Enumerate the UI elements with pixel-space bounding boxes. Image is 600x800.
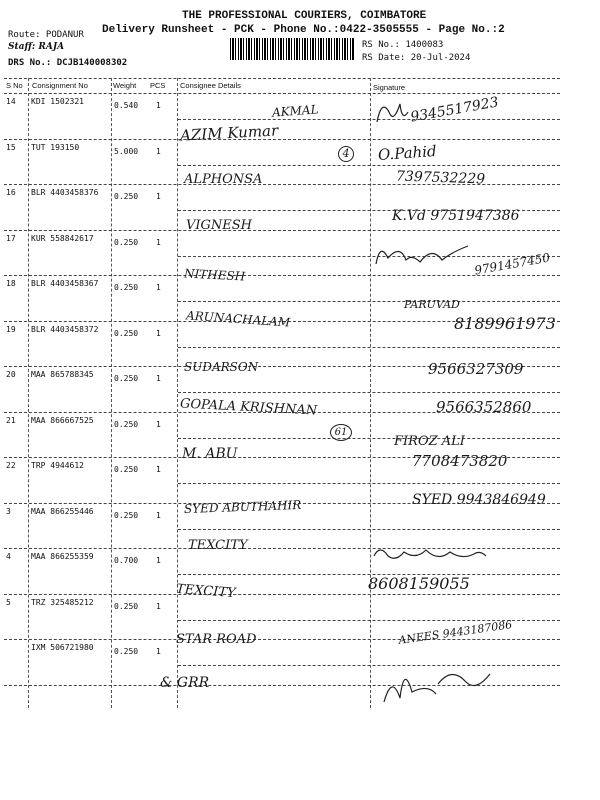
handwritten-signature: 8189961973 (454, 314, 556, 333)
row-consignment-no: BLR 4403458367 (31, 279, 99, 288)
staff-label: Staff: RAJA (8, 42, 65, 52)
row-separator (4, 230, 560, 231)
handwritten-consignee: TEXCITY (175, 581, 236, 602)
row-weight: 0.250 (114, 237, 139, 247)
row-pcs: 1 (156, 419, 161, 429)
document-title: THE PROFESSIONAL COURIERS, COIMBATORE (182, 10, 427, 22)
row-sno: 5 (6, 597, 11, 607)
row-consignment-no: MAA 866667525 (31, 415, 94, 425)
handwritten-signature: 9566352860 (436, 398, 532, 416)
handwritten-signature: O.Pahid (377, 141, 438, 165)
row-pcs: 1 (156, 374, 161, 383)
row-sno: 15 (6, 142, 16, 152)
handwritten-signature: FIROZ ALI (394, 434, 465, 449)
consignee-line (178, 438, 560, 439)
row-pcs: 1 (156, 237, 161, 247)
handwritten-consignee: AZIM Kumar (179, 121, 279, 145)
consignee-line (178, 165, 560, 166)
row-weight: 0.250 (114, 192, 139, 201)
consignee-line (178, 665, 560, 666)
row-sno: 20 (6, 370, 16, 379)
handwritten-signature: 7397532229 (395, 168, 486, 188)
handwritten-signature: 9791457450 (473, 250, 551, 278)
handwritten-consignee: GOPALA KRISHNAN (179, 396, 318, 419)
handwritten-consignee: TEXCITY (188, 538, 248, 553)
row-consignment-no: KUR 558842617 (31, 233, 94, 243)
row-pcs: 1 (156, 510, 161, 520)
row-pcs: 1 (156, 192, 161, 201)
row-sno: 22 (6, 461, 16, 470)
handwritten-signature: ANEES 9443187086 (397, 618, 514, 647)
col-divider (370, 78, 371, 708)
handwritten-consignee: ARUNACHALAM (185, 308, 291, 330)
rs-date: RS Date: 20-Jul-2024 (362, 53, 471, 63)
handwritten-signature: SYED 9943846949 (412, 492, 546, 508)
col-header-consignment: Consignment No (32, 81, 88, 90)
table-top-border (4, 78, 560, 79)
row-consignment-no: KDI 1502321 (31, 97, 84, 106)
row-weight: 0.250 (114, 647, 139, 656)
col-divider (28, 78, 29, 708)
consignee-line (178, 256, 560, 257)
handwritten-consignee: M. ABU (182, 446, 238, 462)
row-consignment-no: BLR 4403458376 (31, 188, 99, 197)
row-pcs: 1 (156, 647, 161, 656)
row-weight: 0.250 (114, 601, 139, 611)
handwritten-consignee: ALPHONSA (184, 172, 263, 187)
row-consignment-no: IXM 506721980 (31, 643, 94, 652)
handwritten-consignee: SYED ABUTHAHIR (183, 497, 302, 517)
row-sno: 19 (6, 324, 16, 334)
row-sno: 17 (6, 233, 16, 243)
row-consignment-no: MAA 866255446 (31, 506, 94, 516)
signature-scribble (372, 236, 472, 272)
handwritten-consignee: & GRR (160, 675, 210, 691)
route-label: Route: PODANUR (8, 30, 84, 40)
handwritten-signature: PARUVAD (404, 298, 460, 311)
row-weight: 0.540 (114, 101, 139, 110)
row-pcs: 1 (156, 328, 161, 338)
consignee-line (178, 347, 560, 348)
signature-scribble (370, 540, 490, 568)
drs-number: DRS No.: DCJB140008302 (8, 58, 128, 68)
header-bottom-border (4, 93, 560, 94)
consignee-line (178, 119, 560, 120)
signature-scribble (378, 654, 498, 710)
consignee-line (178, 483, 560, 484)
handwritten-consignee: SUDARSON (184, 360, 259, 374)
row-sno: 18 (6, 279, 16, 288)
row-sno: 21 (6, 415, 16, 425)
col-header-weight: Weight (113, 81, 137, 90)
row-consignment-no: TUT 193150 (31, 142, 80, 152)
row-separator (4, 594, 560, 595)
col-header-pcs: PCS (150, 81, 166, 90)
row-pcs: 1 (156, 283, 161, 292)
row-consignment-no: TRZ 325485212 (31, 597, 94, 607)
row-weight: 0.250 (114, 419, 139, 429)
row-weight: 0.250 (114, 465, 139, 474)
row-pcs: 1 (156, 465, 161, 474)
handwritten-signature: 9345517923 (409, 94, 500, 126)
row-sno: 16 (6, 188, 16, 197)
row-pcs: 1 (156, 146, 161, 156)
row-weight: 0.250 (114, 510, 139, 520)
handwritten-signature: K.Vd 9751947386 (392, 208, 520, 224)
row-sno: 14 (6, 97, 16, 106)
barcode-image (230, 38, 355, 60)
rs-number: RS No.: 1400083 (362, 40, 444, 50)
row-pcs: 1 (156, 556, 161, 565)
handwritten-consignee: NITHESH (183, 266, 246, 284)
signature-scribble (372, 92, 412, 132)
row-consignment-no: MAA 865788345 (31, 370, 94, 379)
consignee-line (178, 301, 560, 302)
consignee-line (178, 392, 560, 393)
handwritten-signature: 8608159055 (368, 574, 470, 593)
handwritten-consignee: AKMAL (271, 102, 319, 120)
consignee-line (178, 529, 560, 530)
document-subtitle: Delivery Runsheet - PCK - Phone No.:0422-3505555 - Page No.:2 (102, 24, 505, 36)
col-divider (111, 78, 112, 708)
circled-mark: 61 (330, 424, 352, 441)
handwritten-signature: 9566327309 (428, 360, 524, 378)
col-header-sno: S No (6, 81, 23, 90)
row-weight: 0.700 (114, 556, 139, 565)
row-weight: 5.000 (114, 146, 139, 156)
row-consignment-no: BLR 4403458372 (31, 324, 99, 334)
row-sno: 3 (6, 506, 11, 516)
col-header-consignee: Consignee Details (180, 81, 241, 90)
handwritten-consignee: STAR ROAD (176, 632, 257, 647)
row-consignment-no: MAA 866255359 (31, 552, 94, 561)
row-separator (4, 639, 560, 640)
col-header-signature: Signature (373, 83, 406, 92)
col-divider (177, 78, 178, 708)
handwritten-consignee: VIGNESH (186, 218, 253, 233)
row-consignment-no: TRP 4944612 (31, 461, 84, 470)
row-weight: 0.250 (114, 374, 139, 383)
row-pcs: 1 (156, 101, 161, 110)
row-pcs: 1 (156, 601, 161, 611)
row-sno: 4 (6, 552, 11, 561)
circled-mark: 4 (338, 146, 354, 162)
row-weight: 0.250 (114, 283, 139, 292)
handwritten-signature: 7708473820 (412, 452, 508, 470)
row-weight: 0.250 (114, 328, 139, 338)
row-separator (4, 139, 560, 140)
